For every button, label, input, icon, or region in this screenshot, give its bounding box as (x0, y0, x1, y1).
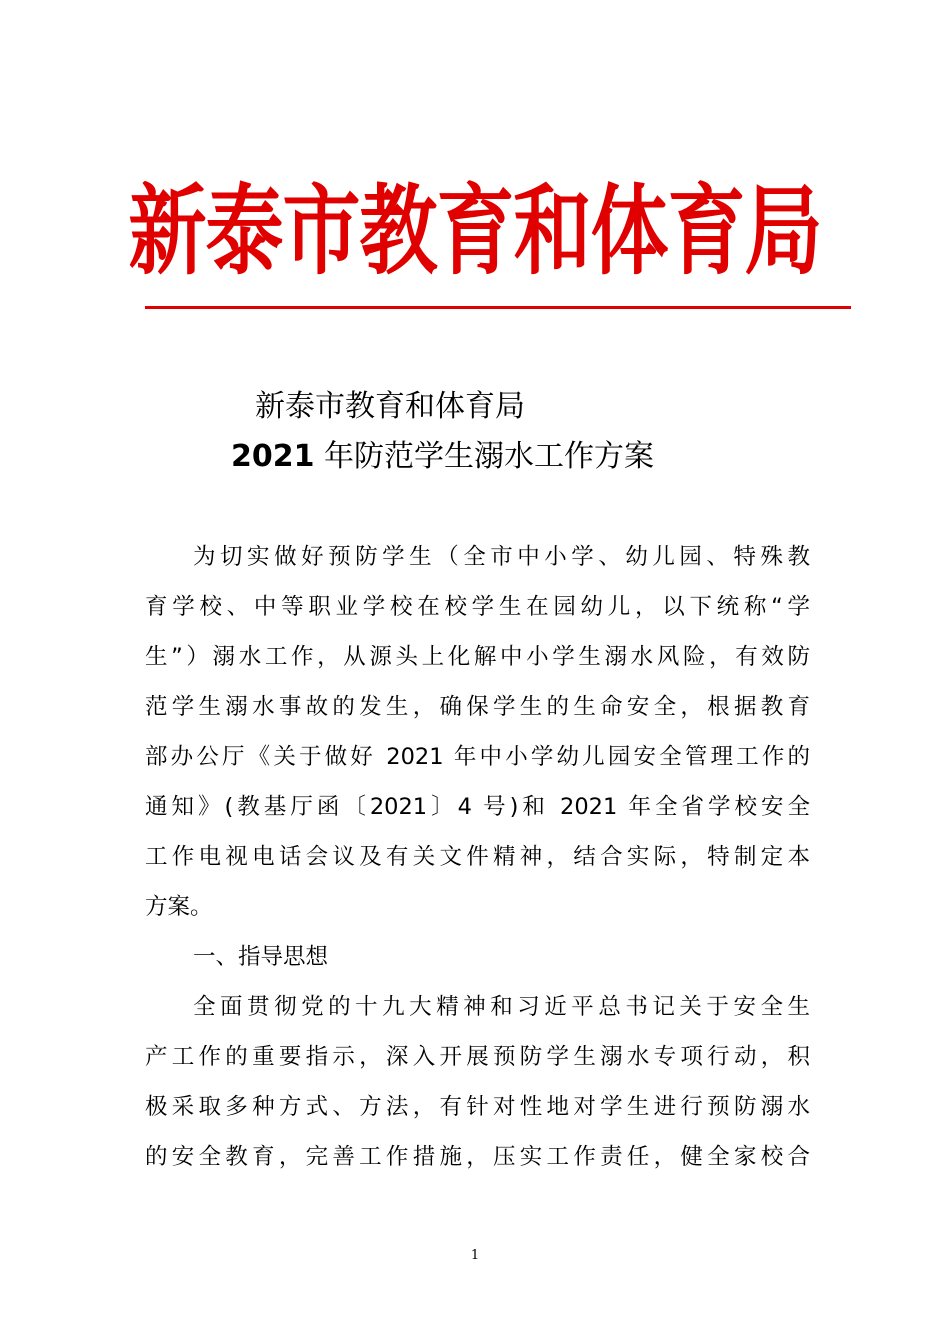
masthead-red-rule (145, 306, 851, 309)
body-line: 的安全教育，完善工作措施，压实工作责任，健全家校合 (145, 1144, 810, 1170)
body-line: 生”）溺水工作，从源头上化解中小学生溺水风险，有效防 (145, 644, 810, 670)
body-line: 产工作的重要指示，深入开展预防学生溺水专项行动，积 (145, 1044, 810, 1070)
body-line: 部办公厅《关于做好 2021 年中小学幼儿园安全管理工作的 (145, 744, 810, 770)
body-line: 为切实做好预防学生（全市中小学、幼儿园、特殊教 (193, 544, 810, 570)
body-line: 工作电视电话会议及有关文件精神，结合实际，特制定本 (145, 844, 810, 870)
body-line: 育学校、中等职业学校在校学生在园幼儿，以下统称“学 (145, 594, 810, 620)
document-title-line2 (231, 437, 654, 477)
section-heading-guiding-ideology: 一、指导思想 (193, 944, 329, 970)
body-line: 极采取多种方式、方法，有针对性地对学生进行预防溺水 (145, 1094, 810, 1120)
document-title-year: 2021 (231, 439, 315, 474)
masthead-org-name: 新泰市教育和体育局 (128, 176, 822, 289)
body-line: 方案。 (145, 894, 213, 920)
body-line: 通知》(教基厅函〔2021〕4 号)和 2021 年全省学校安全 (145, 794, 810, 820)
document-title-rest: 年防范学生溺水工作方案 (314, 439, 655, 474)
body-line: 全面贯彻党的十九大精神和习近平总书记关于安全生 (193, 994, 810, 1020)
document-title-line1: 新泰市教育和体育局 (255, 389, 525, 424)
body-line: 范学生溺水事故的发生，确保学生的生命安全，根据教育 (145, 694, 810, 720)
document-body (145, 532, 810, 1182)
page-number: 1 (470, 1248, 480, 1263)
